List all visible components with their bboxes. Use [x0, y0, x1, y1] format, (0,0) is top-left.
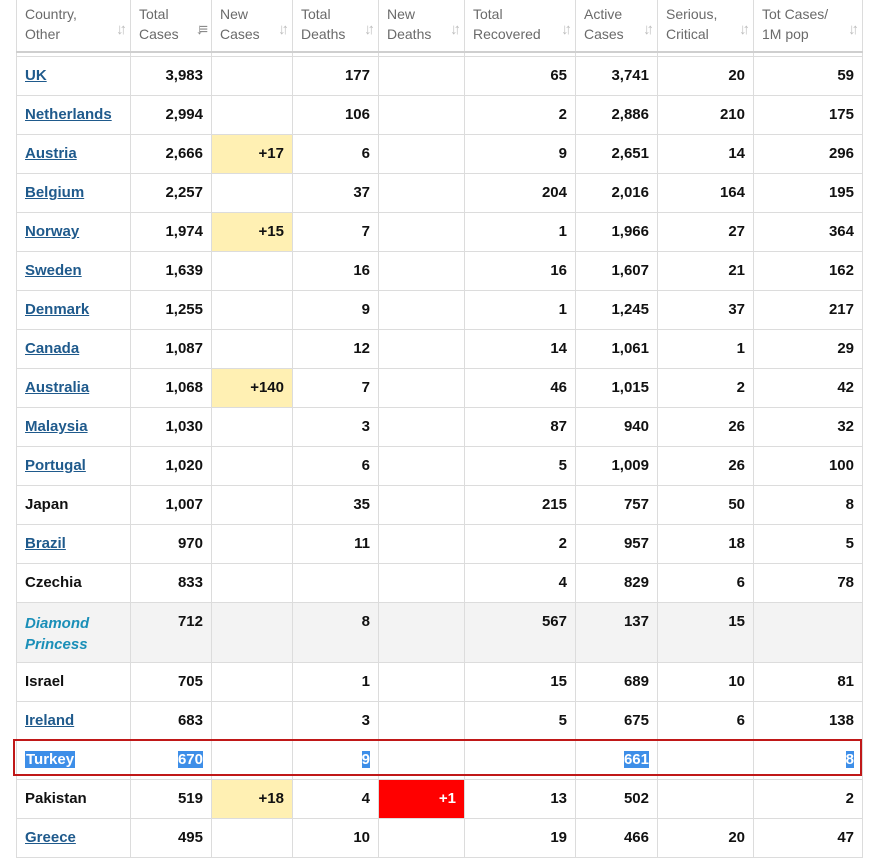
- serious-critical-cell: 20: [658, 818, 754, 857]
- table-row: [17, 173, 863, 212]
- total-cases-cell: 1,007: [131, 485, 212, 524]
- new-deaths-cell: [379, 368, 465, 407]
- country-link[interactable]: Austria: [25, 145, 77, 162]
- country-name: Israel: [25, 673, 65, 690]
- new-cases-cell: [212, 56, 293, 95]
- new-deaths-cell: [379, 56, 465, 95]
- country-cell[interactable]: [17, 701, 131, 740]
- active-cases-cell: 466: [576, 818, 658, 857]
- table-body: [17, 52, 863, 857]
- country-cell[interactable]: [17, 368, 131, 407]
- total-cases-cell: 833: [131, 563, 212, 602]
- total-recovered-cell: 15: [465, 662, 576, 701]
- total-deaths-cell: 8: [293, 602, 379, 662]
- column-header-new-deaths[interactable]: [379, 0, 465, 52]
- total-deaths-cell: 35: [293, 485, 379, 524]
- total-recovered-cell: 13: [465, 779, 576, 818]
- serious-critical-cell: [658, 740, 754, 779]
- column-header-active-cases[interactable]: [576, 0, 658, 52]
- table-row: [17, 701, 863, 740]
- total-recovered-cell: 2: [465, 524, 576, 563]
- new-deaths-cell: [379, 134, 465, 173]
- total-recovered-cell: 1: [465, 212, 576, 251]
- column-header-line2: Cases: [220, 26, 260, 42]
- serious-critical-cell: 15: [658, 602, 754, 662]
- serious-critical-cell: 6: [658, 563, 754, 602]
- country-cell[interactable]: [17, 251, 131, 290]
- cases-per-1m-cell: 364: [754, 212, 863, 251]
- total-deaths-cell: 6: [293, 134, 379, 173]
- column-header-line2: Deaths: [301, 26, 346, 42]
- country-cell[interactable]: [17, 134, 131, 173]
- total-recovered-cell: 5: [465, 701, 576, 740]
- country-cell[interactable]: [17, 740, 131, 779]
- country-link[interactable]: Ireland: [25, 712, 75, 729]
- column-header-new-cases[interactable]: [212, 0, 293, 52]
- total-recovered-cell: 16: [465, 251, 576, 290]
- total-cases-cell: 1,255: [131, 290, 212, 329]
- country-name: Czechia: [25, 574, 82, 591]
- sort-arrows-icon[interactable]: ↓↑: [450, 21, 457, 38]
- total-cases-cell: 683: [131, 701, 212, 740]
- column-header-line1: New: [387, 6, 416, 22]
- country-link[interactable]: Malaysia: [25, 418, 88, 435]
- cases-per-1m-cell: 42: [754, 368, 863, 407]
- total-recovered-cell: 215: [465, 485, 576, 524]
- total-recovered-cell: [465, 740, 576, 779]
- table-row: [17, 212, 863, 251]
- cases-per-1m-cell: 5: [754, 524, 863, 563]
- active-cases-cell: 940: [576, 407, 658, 446]
- new-cases-cell: +18: [212, 779, 293, 818]
- serious-critical-cell: 18: [658, 524, 754, 563]
- total-deaths-cell: 9: [293, 290, 379, 329]
- column-header-line2: Critical: [666, 26, 709, 42]
- sort-arrows-icon[interactable]: ↓↑: [561, 21, 568, 38]
- sort-arrows-icon[interactable]: ↓↑: [848, 21, 855, 38]
- serious-critical-cell: 6: [658, 701, 754, 740]
- column-header-line2: Cases: [584, 26, 624, 42]
- cases-per-1m-cell: 81: [754, 662, 863, 701]
- new-cases-cell: [212, 563, 293, 602]
- column-header-line2: 1M pop: [762, 26, 809, 42]
- total-cases-cell: 705: [131, 662, 212, 701]
- active-cases-cell: 502: [576, 779, 658, 818]
- total-deaths-cell: [293, 740, 379, 779]
- serious-critical-cell: [658, 779, 754, 818]
- new-cases-cell: [212, 524, 293, 563]
- covid-stats-table: [16, 0, 863, 858]
- cases-per-1m-cell: [754, 602, 863, 662]
- new-deaths-cell: [379, 524, 465, 563]
- active-cases-cell: 1,015: [576, 368, 658, 407]
- total-cases-cell: 519: [131, 779, 212, 818]
- table-row: [17, 407, 863, 446]
- cases-per-1m-cell: 175: [754, 95, 863, 134]
- column-header-line1: Total: [139, 6, 169, 22]
- active-cases-cell: [576, 740, 658, 779]
- column-header-country[interactable]: [17, 0, 131, 52]
- table-row: [17, 485, 863, 524]
- serious-critical-cell: 50: [658, 485, 754, 524]
- country-cell[interactable]: [17, 173, 131, 212]
- cases-per-1m-cell: 100: [754, 446, 863, 485]
- new-cases-cell: [212, 740, 293, 779]
- serious-critical-cell: 1: [658, 329, 754, 368]
- total-deaths-cell: 16: [293, 251, 379, 290]
- total-cases-cell: 1,020: [131, 446, 212, 485]
- total-cases-cell: 2,257: [131, 173, 212, 212]
- column-header-line1: Active: [584, 6, 623, 22]
- country-cell[interactable]: [17, 212, 131, 251]
- new-cases-cell: [212, 602, 293, 662]
- table-row: [17, 818, 863, 857]
- cases-per-1m-cell: 217: [754, 290, 863, 329]
- table-row: [17, 446, 863, 485]
- active-cases-cell: 1,009: [576, 446, 658, 485]
- new-cases-cell: [212, 251, 293, 290]
- total-recovered-cell: 567: [465, 602, 576, 662]
- new-deaths-cell: [379, 662, 465, 701]
- total-recovered-cell: 14: [465, 329, 576, 368]
- total-cases-cell: 1,974: [131, 212, 212, 251]
- total-recovered-cell: 4: [465, 563, 576, 602]
- serious-critical-cell: 37: [658, 290, 754, 329]
- total-deaths-cell: [293, 563, 379, 602]
- active-cases-cell: 757: [576, 485, 658, 524]
- new-deaths-cell: [379, 740, 465, 779]
- table-row: [17, 290, 863, 329]
- country-cell[interactable]: [17, 56, 131, 95]
- serious-critical-cell: 14: [658, 134, 754, 173]
- serious-critical-cell: 10: [658, 662, 754, 701]
- total-deaths-cell: 3: [293, 701, 379, 740]
- total-deaths-cell: 7: [293, 212, 379, 251]
- total-recovered-cell: 5: [465, 446, 576, 485]
- new-cases-cell: [212, 173, 293, 212]
- total-recovered-cell: 65: [465, 56, 576, 95]
- country-cell[interactable]: [17, 329, 131, 368]
- cases-per-1m-cell: 2: [754, 779, 863, 818]
- table-row: [17, 524, 863, 563]
- total-deaths-cell: 177: [293, 56, 379, 95]
- active-cases-cell: 1,061: [576, 329, 658, 368]
- cases-per-1m-cell: 78: [754, 563, 863, 602]
- serious-critical-cell: 21: [658, 251, 754, 290]
- total-deaths-cell: 12: [293, 329, 379, 368]
- column-header-line2: Deaths: [387, 26, 432, 42]
- new-deaths-cell: [379, 212, 465, 251]
- sort-arrows-icon[interactable]: ↓↑: [643, 21, 650, 38]
- country-link[interactable]: Norway: [25, 223, 80, 240]
- country-cell: [17, 485, 131, 524]
- total-deaths-cell: 106: [293, 95, 379, 134]
- country-cell: [17, 779, 131, 818]
- cases-per-1m-cell: [754, 740, 863, 779]
- new-deaths-cell: [379, 818, 465, 857]
- new-deaths-cell: [379, 446, 465, 485]
- total-deaths-cell: 6: [293, 446, 379, 485]
- cases-per-1m-cell: 296: [754, 134, 863, 173]
- column-header-line1: Tot Cases/: [762, 6, 829, 22]
- new-cases-cell: [212, 290, 293, 329]
- total-cases-cell: 970: [131, 524, 212, 563]
- new-deaths-cell: [379, 701, 465, 740]
- country-cell: [17, 662, 131, 701]
- sort-arrows-icon[interactable]: ↓↑: [364, 21, 371, 38]
- total-cases-cell: 2,994: [131, 95, 212, 134]
- sort-arrows-icon[interactable]: ↓↑: [116, 21, 123, 38]
- country-cell[interactable]: [17, 524, 131, 563]
- total-deaths-cell: 1: [293, 662, 379, 701]
- total-recovered-cell: 1: [465, 290, 576, 329]
- column-header-line1: Country,: [25, 6, 77, 22]
- table-row: [17, 779, 863, 818]
- country-link[interactable]: Australia: [25, 379, 90, 396]
- active-cases-cell: 675: [576, 701, 658, 740]
- serious-critical-cell: 164: [658, 173, 754, 212]
- country-cell: [17, 602, 131, 662]
- new-cases-cell: [212, 95, 293, 134]
- table-row: [17, 563, 863, 602]
- column-header-line1: Total: [473, 6, 503, 22]
- new-cases-cell: +15: [212, 212, 293, 251]
- serious-critical-cell: 2: [658, 368, 754, 407]
- table-row: [17, 56, 863, 95]
- country-cell[interactable]: [17, 407, 131, 446]
- serious-critical-cell: 27: [658, 212, 754, 251]
- covid-table-container: [16, 0, 863, 858]
- new-deaths-cell: [379, 95, 465, 134]
- column-header-line1: Total: [301, 6, 331, 22]
- total-cases-cell: 2,666: [131, 134, 212, 173]
- column-header-line2: Other: [25, 26, 61, 42]
- sort-arrows-icon[interactable]: ↓≡: [195, 21, 204, 38]
- country-link[interactable]: Greece: [25, 829, 76, 846]
- cases-per-1m-cell: 195: [754, 173, 863, 212]
- total-cases-cell: 495: [131, 818, 212, 857]
- country-name: Diamond Princess: [25, 614, 90, 653]
- cases-per-1m-cell: 162: [754, 251, 863, 290]
- total-cases-cell: [131, 740, 212, 779]
- cases-per-1m-cell: 8: [754, 485, 863, 524]
- total-cases-cell: 712: [131, 602, 212, 662]
- column-header-line1: Serious,: [666, 6, 718, 22]
- total-recovered-cell: 9: [465, 134, 576, 173]
- new-deaths-cell: [379, 173, 465, 212]
- country-name: Pakistan: [25, 790, 87, 807]
- new-cases-cell: [212, 446, 293, 485]
- new-deaths-cell: +1: [379, 779, 465, 818]
- new-cases-cell: +140: [212, 368, 293, 407]
- total-deaths-cell: 4: [293, 779, 379, 818]
- new-cases-cell: [212, 485, 293, 524]
- column-header-line2: Recovered: [473, 26, 541, 42]
- serious-critical-cell: 210: [658, 95, 754, 134]
- cases-per-1m-cell: 59: [754, 56, 863, 95]
- total-deaths-cell: 37: [293, 173, 379, 212]
- total-cases-cell: 3,983: [131, 56, 212, 95]
- serious-critical-cell: 20: [658, 56, 754, 95]
- table-row: [17, 602, 863, 662]
- total-cases-cell: 1,087: [131, 329, 212, 368]
- active-cases-cell: 2,886: [576, 95, 658, 134]
- serious-critical-cell: 26: [658, 407, 754, 446]
- table-header-row: [17, 0, 863, 52]
- new-deaths-cell: [379, 251, 465, 290]
- country-cell[interactable]: [17, 818, 131, 857]
- country-link[interactable]: Denmark: [25, 301, 90, 318]
- selected-value: 9: [361, 751, 370, 768]
- total-recovered-cell: 46: [465, 368, 576, 407]
- active-cases-cell: 1,245: [576, 290, 658, 329]
- selected-value: 8: [845, 751, 854, 768]
- active-cases-cell: 2,016: [576, 173, 658, 212]
- country-cell: [17, 563, 131, 602]
- total-deaths-cell: 7: [293, 368, 379, 407]
- total-recovered-cell: 204: [465, 173, 576, 212]
- active-cases-cell: 2,651: [576, 134, 658, 173]
- total-cases-cell: 1,030: [131, 407, 212, 446]
- total-deaths-cell: 10: [293, 818, 379, 857]
- active-cases-cell: 1,607: [576, 251, 658, 290]
- total-deaths-cell: 3: [293, 407, 379, 446]
- country-link[interactable]: Sweden: [25, 262, 82, 279]
- column-header-total-cases[interactable]: [131, 0, 212, 52]
- new-cases-cell: [212, 662, 293, 701]
- table-row: [17, 740, 863, 779]
- column-header-serious-critical[interactable]: [658, 0, 754, 52]
- column-header-total-deaths[interactable]: [293, 0, 379, 52]
- total-recovered-cell: 2: [465, 95, 576, 134]
- country-cell[interactable]: [17, 290, 131, 329]
- country-link[interactable]: Turkey: [26, 751, 75, 768]
- country-cell[interactable]: [17, 446, 131, 485]
- country-link[interactable]: Belgium: [25, 184, 85, 201]
- country-link[interactable]: Brazil: [25, 535, 66, 552]
- total-recovered-cell: 19: [465, 818, 576, 857]
- table-row: [17, 134, 863, 173]
- sort-arrows-icon[interactable]: ↓↑: [278, 21, 285, 38]
- table-row: [17, 329, 863, 368]
- new-cases-cell: [212, 701, 293, 740]
- active-cases-cell: 137: [576, 602, 658, 662]
- country-link[interactable]: Canada: [25, 340, 80, 357]
- new-cases-cell: [212, 329, 293, 368]
- total-cases-cell: 1,639: [131, 251, 212, 290]
- active-cases-cell: 689: [576, 662, 658, 701]
- text-selection: [25, 751, 75, 768]
- column-header-line1: New: [220, 6, 249, 22]
- new-deaths-cell: [379, 602, 465, 662]
- new-deaths-cell: [379, 407, 465, 446]
- column-header-line2: Cases: [139, 26, 179, 42]
- total-cases-cell: 1,068: [131, 368, 212, 407]
- selected-value: 670: [177, 751, 203, 768]
- sort-arrows-icon[interactable]: ↓↑: [739, 21, 746, 38]
- column-header-total-recovered[interactable]: [465, 0, 576, 52]
- cases-per-1m-cell: 32: [754, 407, 863, 446]
- country-link[interactable]: Portugal: [25, 457, 86, 474]
- column-header-cases-per-1m[interactable]: [754, 0, 863, 52]
- cases-per-1m-cell: 29: [754, 329, 863, 368]
- total-deaths-cell: 11: [293, 524, 379, 563]
- new-deaths-cell: [379, 290, 465, 329]
- table-row: [17, 368, 863, 407]
- active-cases-cell: 829: [576, 563, 658, 602]
- active-cases-cell: 3,741: [576, 56, 658, 95]
- country-link[interactable]: UK: [25, 67, 47, 84]
- new-cases-cell: +17: [212, 134, 293, 173]
- country-cell[interactable]: [17, 95, 131, 134]
- active-cases-cell: 1,966: [576, 212, 658, 251]
- cases-per-1m-cell: 47: [754, 818, 863, 857]
- serious-critical-cell: 26: [658, 446, 754, 485]
- active-cases-cell: 957: [576, 524, 658, 563]
- new-deaths-cell: [379, 563, 465, 602]
- country-name: Japan: [25, 496, 69, 513]
- new-deaths-cell: [379, 329, 465, 368]
- new-cases-cell: [212, 818, 293, 857]
- country-link[interactable]: Netherlands: [25, 106, 112, 123]
- table-row: [17, 662, 863, 701]
- new-deaths-cell: [379, 485, 465, 524]
- table-row: [17, 95, 863, 134]
- new-cases-cell: [212, 407, 293, 446]
- total-recovered-cell: 87: [465, 407, 576, 446]
- cases-per-1m-cell: 138: [754, 701, 863, 740]
- table-row: [17, 251, 863, 290]
- selected-value: 661: [623, 751, 649, 768]
